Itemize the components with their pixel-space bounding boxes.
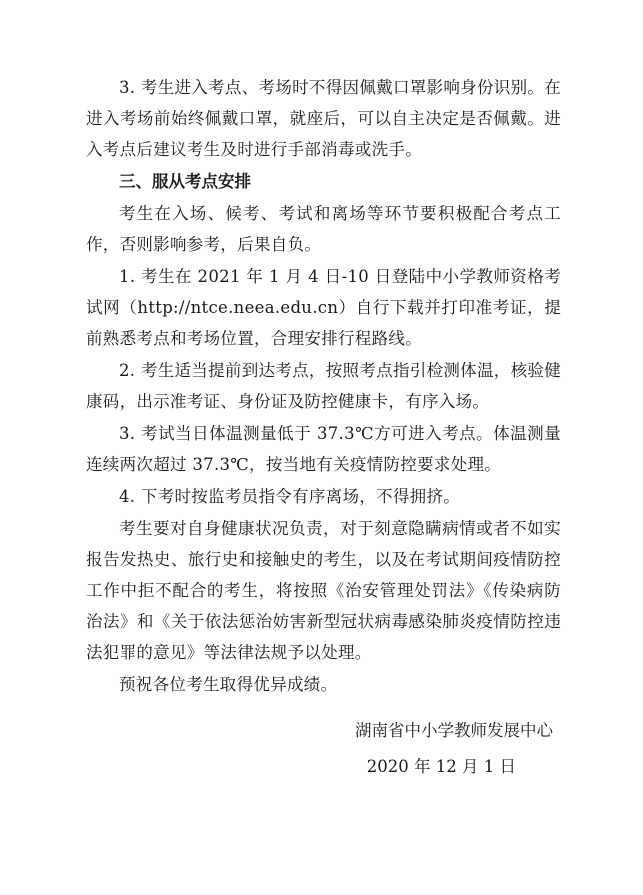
paragraph-arrive-early: 2. 考生适当提前到达考点，按照考点指引检测体温，核验健康码，出示准考证、身份证及防控健康卡，有序入场。: [86, 361, 561, 411]
paragraph-download-admission: 1. 考生在 2021 年 1 月 4 日-10 日登陆中小学教师资格考试网（http://ntce.neea.edu.cn）自行下载并打印准考证，提前熟悉考点和考场位置，合理安排行程路线。: [86, 267, 561, 348]
paragraph-mask-rule: 3. 考生进入考点、考场时不得因佩戴口罩影响身份识别。在进入考场前始终佩戴口罩，就座后，可以自主决定是否佩戴。进入考点后建议考生及时进行手部消毒或洗手。: [86, 78, 561, 159]
paragraph-legal-responsibility: 考生要对自身健康状况负责，对于刻意隐瞒病情或者不如实报告发热史、旅行史和接触史的考生，以及在考试期间疫情防控工作中拒不配合的考生，将按照《治安管理处罚法》《传染病防治法》和《关于依法惩治妨害新型冠状病毒感染肺炎疫情防控违法犯罪的意见》等法律法规予以处理。: [86, 519, 561, 662]
paragraph-cooperate: 考生在入场、候考、考试和离场等环节要积极配合考点工作，否则影响参考，后果自负。: [86, 204, 561, 254]
signature-organization: 湖南省中小学教师发展中心: [355, 721, 553, 740]
signature-block: [86, 715, 561, 782]
paragraph-temperature: 3. 考试当日体温测量低于 37.3℃方可进入考点。体温测量连续两次超过 37.3℃，按当地有关疫情防控要求处理。: [86, 424, 561, 474]
section-heading-follow-arrangements: 三、服从考点安排: [119, 172, 251, 191]
document-body: [86, 72, 561, 776]
paragraph-exit-order: 4. 下考时按监考员指令有序离场，不得拥挤。: [119, 487, 461, 506]
paragraph-good-wishes: 预祝各位考生取得优异成绩。: [119, 675, 338, 694]
signature-date: 2020 年 12 月 1 日: [366, 757, 516, 776]
